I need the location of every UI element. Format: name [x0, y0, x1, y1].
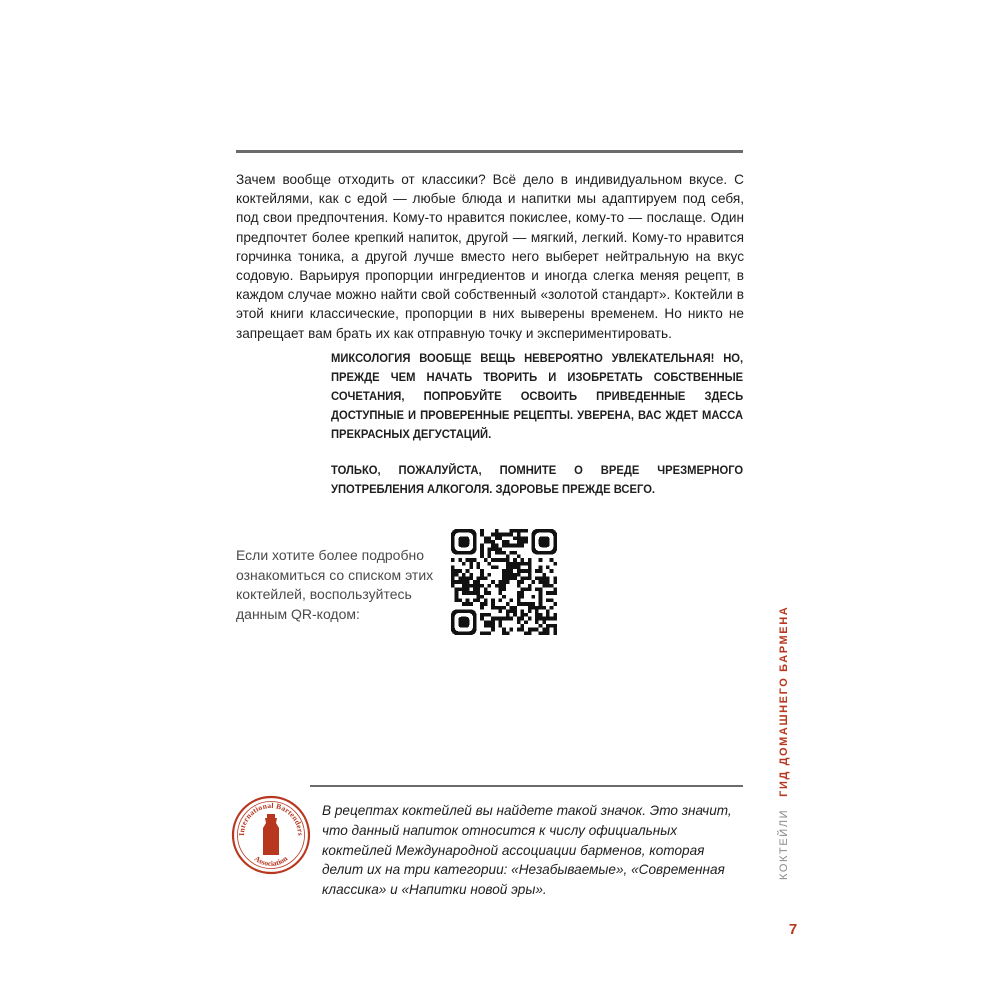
badge-text-bottom: Association [252, 853, 290, 869]
qr-finder-pattern [451, 529, 477, 555]
qr-finder-pattern [531, 529, 557, 555]
intro-paragraph: Зачем вообще отходить от классики? Всё дело в индивидуальном вкусе. С коктейлями, как с едой — любые блюда и напитки мы адаптируем под себя, под свои предпочтения. Кому-то нравится покислее, кому-то — послаще. Один предпочтет более крепкий напиток, другой — мягкий, легкий. Кому-то нравится горчинка тоника, а другой лучше вместо него выберет нейтральную на вкус содовую. Варьируя пропорции ингредиентов и иногда слегка меняя рецепт, в каждом случае можно найти свой собственный «золотой стандарт». Коктейли в этой книги классические, пропорции в них выверены временем. Но никто не запрещает вам брать их как отправную точку и экспериментировать. [236, 172, 744, 341]
page-number: 7 [788, 921, 798, 938]
qr-center-logo [491, 569, 517, 595]
qr-caption: Если хотите более подробно ознакомиться со списком этих коктейлей, воспользуйтесь данным QR-кодом: [236, 547, 434, 622]
note-paragraph-2: ТОЛЬКО, ПОЖАЛУЙСТА, ПОМНИТЕ О ВРЕДЕ ЧРЕЗМЕРНОГО УПОТРЕБЛЕНИЯ АЛКОГОЛЯ. ЗДОРОВЬЕ ПРЕЖДЕ ВСЕГО. [331, 463, 744, 496]
note-paragraph-1: МИКСОЛОГИЯ ВООБЩЕ ВЕЩЬ НЕВЕРОЯТНО УВЛЕКАТЕЛЬНАЯ! НО, ПРЕЖДЕ ЧЕМ НАЧАТЬ ТВОРИТЬ И ИЗОБРЕТАТЬ СОБСТВЕННЫЕ СОЧЕТАНИЯ, ПОПРОБУЙТЕ ОСВОИТЬ ПРИВЕДЕННЫЕ ЗДЕСЬ ДОСТУПНЫЕ И ПРОВЕРЕННЫЕ РЕЦЕПТЫ. УВЕРЕНА, ВАС ЖДЕТ МАССА ПРЕКРАСНЫХ ДЕГУСТАЦИЙ. [331, 351, 744, 441]
running-header [769, 605, 799, 880]
author-note [331, 349, 743, 499]
badge-description: В рецептах коктейлей вы найдете такой значок. Это значит, что данный напиток относится к числу официальных коктейлей Международной ассоциации барменов, которая делит их на три категории: «Незабываемые», «Современная классика» и «Напитки новой эры». [322, 803, 732, 898]
bottom-divider [310, 785, 743, 787]
book-title: ГИД ДОМАШНЕГО БАРМЕНА [778, 605, 790, 797]
iba-badge-icon [231, 795, 311, 875]
badge-text-top: International Bartenders [236, 800, 306, 836]
qr-finder-pattern [451, 609, 477, 635]
qr-code[interactable] [451, 529, 557, 635]
section-label: КОКТЕЙЛИ [778, 808, 790, 880]
top-divider [236, 150, 743, 153]
